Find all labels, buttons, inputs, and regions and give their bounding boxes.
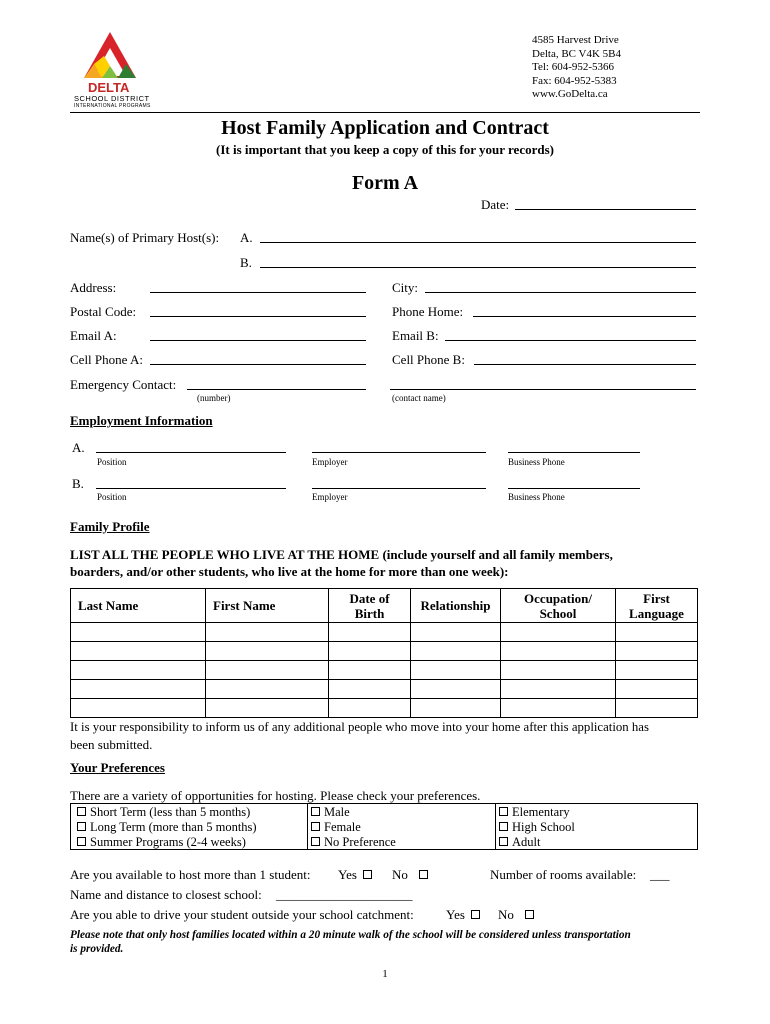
family-table [70, 588, 698, 718]
table-row[interactable] [71, 699, 698, 718]
family-instruction: boarders, and/or other students, who live at the home for more than one week): [70, 564, 509, 579]
employer-a-field[interactable] [312, 441, 486, 453]
table-row[interactable] [71, 680, 698, 699]
form-label: Form A [351, 172, 419, 194]
page-subtitle: (It is important that you keep a copy of this for your records) [216, 142, 554, 157]
fax-line: Fax: 604-952-5383 [532, 74, 617, 87]
q1-yes-option[interactable]: Yes [338, 867, 376, 883]
email-a-field[interactable] [150, 329, 366, 341]
table-header-row [71, 589, 698, 623]
email-b-field[interactable] [445, 329, 696, 341]
position-b-field[interactable] [96, 477, 286, 489]
checkbox-icon[interactable] [77, 822, 86, 831]
employer-b-caption: Employer [312, 492, 348, 502]
table-row[interactable] [71, 642, 698, 661]
option-high-school[interactable]: High School [499, 820, 575, 835]
number-note: (number) [197, 393, 231, 403]
option-short-term[interactable]: Short Term (less than 5 months) [77, 805, 257, 820]
host-a-field[interactable] [260, 231, 696, 243]
table-row[interactable] [71, 623, 698, 642]
col-occupation: Occupation/ School [501, 589, 616, 623]
employer-b-field[interactable] [312, 477, 486, 489]
employment-heading: Employment Information [70, 413, 213, 428]
cell-b-label: Cell Phone B: [392, 352, 465, 367]
district-logo [74, 30, 151, 110]
email-a-label: Email A: [70, 328, 117, 343]
checkbox-icon[interactable] [471, 910, 480, 919]
header-divider [70, 112, 700, 113]
preferences-box [70, 803, 698, 850]
date-field[interactable] [515, 198, 696, 210]
drive-no-option[interactable]: No [498, 907, 538, 923]
employment-a-label: A. [72, 440, 85, 455]
phone-home-field[interactable] [473, 305, 696, 317]
date-label: Date: [481, 197, 510, 212]
family-note: been submitted. [70, 737, 153, 752]
closest-school-field[interactable]: _____________________ [276, 887, 413, 902]
cell-a-field[interactable] [150, 353, 366, 365]
checkbox-icon[interactable] [311, 822, 320, 831]
address-line: 4585 Harvest Drive [532, 34, 619, 46]
postal-code-field[interactable] [150, 305, 366, 317]
email-b-label: Email B: [392, 328, 439, 343]
postal-code-label: Postal Code: [70, 304, 137, 319]
family-note: It is your responsibility to inform us of any additional people who move into your home after this application has [70, 720, 649, 734]
option-no-preference[interactable]: No Preference [311, 835, 396, 850]
position-a-field[interactable] [96, 441, 286, 453]
family-instruction: LIST ALL THE PEOPLE WHO LIVE AT THE HOME (include yourself and all family members, [70, 547, 613, 562]
phone-home-label: Phone Home: [392, 304, 464, 319]
walk-distance-note: Please note that only host families located within a 20 minute walk of the school will be considered unless transportation [70, 929, 631, 941]
city-label: City: [392, 280, 419, 295]
employer-a-caption: Employer [312, 457, 348, 467]
page-title: Host Family Application and Contract [221, 117, 549, 139]
contact-name-note: (contact name) [392, 393, 446, 403]
page-number: 1 [382, 968, 388, 980]
family-profile-heading: Family Profile [70, 519, 150, 534]
checkbox-icon[interactable] [499, 822, 508, 831]
website-line: www.GoDelta.ca [532, 88, 608, 100]
checkbox-icon[interactable] [525, 910, 534, 919]
checkbox-icon[interactable] [499, 807, 508, 816]
business-phone-b-caption: Business Phone [508, 492, 565, 502]
address-label: Address: [70, 280, 117, 295]
business-phone-a-caption: Business Phone [508, 457, 565, 467]
program-length-options [77, 805, 257, 850]
option-elementary[interactable]: Elementary [499, 805, 575, 820]
emergency-number-field[interactable] [187, 378, 366, 390]
preferences-intro: There are a variety of opportunities for hosting. Please check your preferences. [70, 788, 481, 803]
walk-distance-note: is provided. [70, 943, 124, 955]
option-female[interactable]: Female [311, 820, 396, 835]
col-first-language: First Language [616, 589, 698, 623]
table-row[interactable] [71, 661, 698, 680]
rooms-available-field[interactable]: ___ [650, 867, 670, 882]
drive-question: Are you able to drive your student outside your school catchment: [70, 907, 414, 922]
logo-name: DELTA [88, 80, 130, 95]
checkbox-icon[interactable] [311, 807, 320, 816]
preferences-heading: Your Preferences [70, 760, 165, 775]
option-male[interactable]: Male [311, 805, 396, 820]
business-phone-a-field[interactable] [508, 441, 640, 453]
phone-line: Tel: 604-952-5366 [532, 61, 615, 73]
primary-host-label: Name(s) of Primary Host(s): [70, 230, 220, 245]
col-last-name: Last Name [71, 589, 206, 623]
host-a-label: A. [240, 230, 253, 245]
emergency-name-field[interactable] [390, 378, 696, 390]
city-field[interactable] [425, 281, 696, 293]
position-a-caption: Position [97, 457, 127, 467]
checkbox-icon[interactable] [311, 837, 320, 846]
option-adult[interactable]: Adult [499, 835, 575, 850]
checkbox-icon[interactable] [419, 870, 428, 879]
checkbox-icon[interactable] [77, 837, 86, 846]
col-relationship: Relationship [411, 589, 501, 623]
col-date-of-birth: Date of Birth [329, 589, 411, 623]
option-summer[interactable]: Summer Programs (2-4 weeks) [77, 835, 257, 850]
position-b-caption: Position [97, 492, 127, 502]
checkbox-icon[interactable] [363, 870, 372, 879]
host-b-field[interactable] [260, 256, 696, 268]
cell-a-label: Cell Phone A: [70, 352, 143, 367]
gender-options [311, 805, 396, 850]
option-long-term[interactable]: Long Term (more than 5 months) [77, 820, 257, 835]
address-line: Delta, BC V4K 5B4 [532, 47, 622, 60]
drive-yes-option[interactable]: Yes [446, 907, 484, 923]
employment-b-label: B. [72, 476, 84, 491]
multiple-students-question: Are you available to host more than 1 student: [70, 867, 311, 882]
cell-b-field[interactable] [474, 353, 696, 365]
header-address [532, 34, 621, 102]
q1-no-option[interactable]: No [392, 867, 432, 883]
checkbox-icon[interactable] [499, 837, 508, 846]
col-first-name: First Name [206, 589, 329, 623]
emergency-contact-label: Emergency Contact: [70, 377, 177, 392]
logo-subline: SCHOOL DISTRICT [74, 94, 150, 103]
host-b-label: B. [240, 255, 252, 270]
logo-subline2: INTERNATIONAL PROGRAMS [74, 103, 151, 109]
rooms-available-label: Number of rooms available: [490, 867, 637, 882]
business-phone-b-field[interactable] [508, 477, 640, 489]
checkbox-icon[interactable] [77, 807, 86, 816]
address-field[interactable] [150, 281, 366, 293]
age-options [499, 805, 575, 850]
closest-school-label: Name and distance to closest school: [70, 887, 262, 902]
